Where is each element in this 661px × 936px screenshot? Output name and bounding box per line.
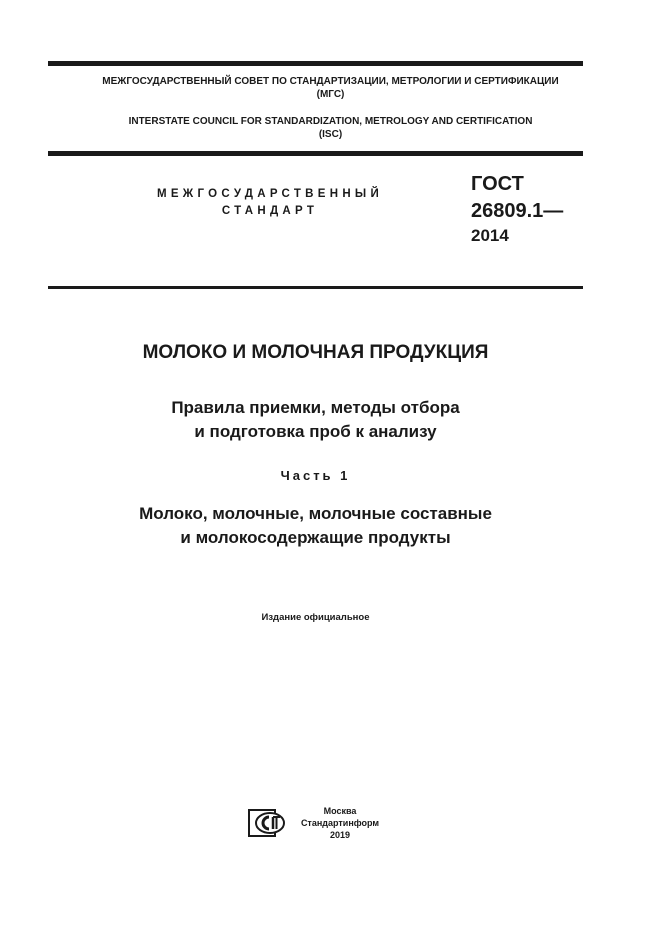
publisher-year: 2019 — [329, 830, 351, 840]
publisher-name: Стандартинформ — [300, 818, 380, 828]
document-title: МОЛОКО И МОЛОЧНАЯ ПРОДУКЦИЯ — [142, 342, 489, 363]
gost-designation — [471, 171, 611, 247]
part-number: Часть 1 — [280, 468, 351, 483]
standartinform-logo-icon — [248, 808, 288, 838]
council-en-line1: INTERSTATE COUNCIL FOR STANDARDIZATION, METROLOGY AND CERTIFICATION — [128, 116, 533, 127]
council-en-abbrev: (ISC) — [318, 129, 343, 140]
part-title-line1: Молоко, молочные, молочные составные — [139, 504, 492, 523]
edition-label: Издание официальное — [261, 612, 370, 623]
part-title-line2: и молокосодержащие продукты — [180, 528, 451, 547]
gost-prefix: ГОСТ — [471, 173, 524, 195]
publisher-city: Москва — [323, 806, 357, 816]
council-name-ru — [48, 75, 613, 101]
subtitle-line1: Правила приемки, методы отбора — [171, 398, 460, 417]
top-rule — [48, 61, 583, 66]
council-ru-line1: МЕЖГОСУДАРСТВЕННЫЙ СОВЕТ ПО СТАНДАРТИЗАЦИИ, МЕТРОЛОГИИ И СЕРТИФИКАЦИИ — [102, 76, 559, 87]
part-title — [40, 502, 591, 550]
gost-number: 26809.1— — [471, 200, 564, 222]
document-subtitle — [40, 396, 591, 444]
council-name-en — [48, 115, 613, 141]
standard-label-line2: СТАНДАРТ — [221, 205, 319, 217]
gost-year: 2014 — [471, 226, 509, 245]
divider-rule — [48, 286, 583, 289]
publisher-imprint — [290, 805, 390, 841]
standard-type-label — [100, 186, 440, 220]
council-ru-abbrev: (МГС) — [316, 89, 345, 100]
subtitle-line2: и подготовка проб к анализу — [194, 422, 437, 441]
standard-label-line1: МЕЖГОСУДАРСТВЕННЫЙ — [156, 188, 384, 200]
middle-rule — [48, 151, 583, 156]
